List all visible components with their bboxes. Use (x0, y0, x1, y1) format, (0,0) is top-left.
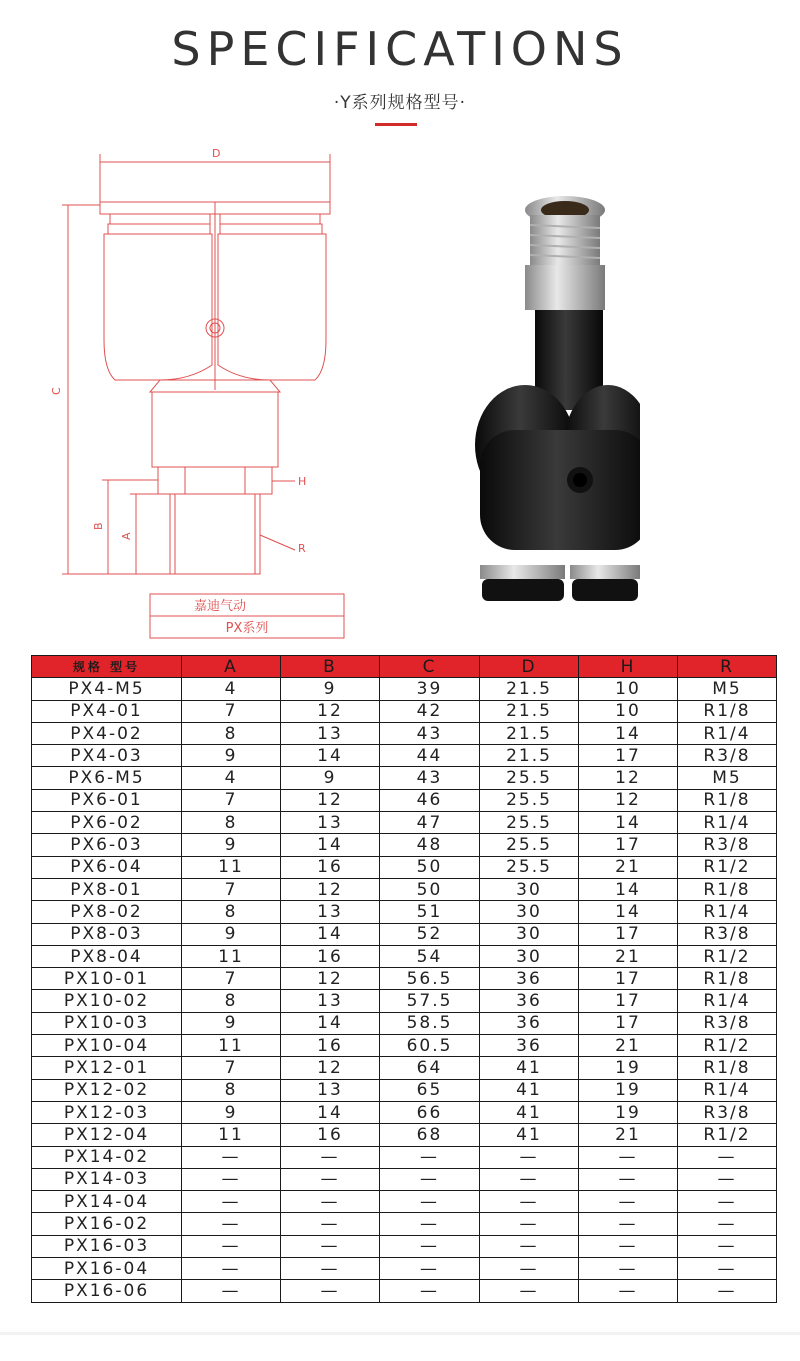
value-cell: 11 (182, 856, 281, 878)
value-cell: — (380, 1191, 480, 1213)
value-cell: — (380, 1213, 480, 1235)
model-cell: PX6-01 (32, 789, 182, 811)
page-subtitle: ·Y系列规格型号· (333, 93, 467, 113)
value-cell: 9 (281, 678, 380, 700)
value-cell: 12 (579, 789, 678, 811)
value-cell: 12 (281, 878, 380, 900)
table-row (32, 968, 777, 990)
column-header: B (281, 656, 380, 678)
table-row (32, 1012, 777, 1034)
model-cell: PX6-M5 (32, 767, 182, 789)
value-cell: 57.5 (380, 990, 480, 1012)
model-cell: PX4-M5 (32, 678, 182, 700)
series-label: PX系列 (225, 621, 269, 636)
value-cell: 56.5 (380, 968, 480, 990)
value-cell: — (579, 1191, 678, 1213)
model-cell: PX4-02 (32, 722, 182, 744)
value-cell: — (480, 1235, 579, 1257)
value-cell: — (480, 1213, 579, 1235)
value-cell: 41 (480, 1057, 579, 1079)
column-header: R (678, 656, 777, 678)
value-cell: — (182, 1258, 281, 1280)
model-cell: PX10-01 (32, 968, 182, 990)
model-cell: PX16-06 (32, 1280, 182, 1302)
value-cell: 7 (182, 878, 281, 900)
table-row (32, 1258, 777, 1280)
column-header: H (579, 656, 678, 678)
value-cell: R3/8 (678, 1101, 777, 1123)
table-row (32, 678, 777, 700)
model-cell: PX14-02 (32, 1146, 182, 1168)
table-row (32, 834, 777, 856)
value-cell: 12 (281, 789, 380, 811)
table-row (32, 1146, 777, 1168)
value-cell: — (182, 1146, 281, 1168)
value-cell: 16 (281, 1035, 380, 1057)
value-cell: — (579, 1168, 678, 1190)
value-cell: R1/8 (678, 700, 777, 722)
footer-divider (0, 1332, 800, 1335)
value-cell: 25.5 (480, 789, 579, 811)
table-row (32, 745, 777, 767)
value-cell: 30 (480, 878, 579, 900)
value-cell: R1/8 (678, 1057, 777, 1079)
model-cell: PX6-03 (32, 834, 182, 856)
value-cell: — (281, 1235, 380, 1257)
value-cell: M5 (678, 767, 777, 789)
value-cell: — (579, 1258, 678, 1280)
product-photo (470, 190, 640, 620)
value-cell: — (281, 1280, 380, 1302)
value-cell: 8 (182, 812, 281, 834)
value-cell: 21 (579, 945, 678, 967)
value-cell: 16 (281, 856, 380, 878)
value-cell: 7 (182, 789, 281, 811)
value-cell: 50 (380, 878, 480, 900)
value-cell: 16 (281, 1124, 380, 1146)
value-cell: 13 (281, 990, 380, 1012)
value-cell: R3/8 (678, 923, 777, 945)
value-cell: 14 (281, 745, 380, 767)
value-cell: 25.5 (480, 812, 579, 834)
model-cell: PX4-01 (32, 700, 182, 722)
value-cell: 10 (579, 700, 678, 722)
dim-label-r: R (298, 542, 306, 555)
dim-label-b: B (92, 522, 105, 530)
value-cell: 14 (579, 878, 678, 900)
value-cell: R1/8 (678, 789, 777, 811)
value-cell: 60.5 (380, 1035, 480, 1057)
value-cell: R1/4 (678, 901, 777, 923)
value-cell: — (480, 1280, 579, 1302)
value-cell: 13 (281, 901, 380, 923)
model-cell: PX10-03 (32, 1012, 182, 1034)
value-cell: 12 (281, 700, 380, 722)
value-cell: 11 (182, 1035, 281, 1057)
value-cell: — (380, 1146, 480, 1168)
value-cell: — (380, 1168, 480, 1190)
column-header: C (380, 656, 480, 678)
value-cell: 19 (579, 1079, 678, 1101)
value-cell: 54 (380, 945, 480, 967)
value-cell: — (678, 1258, 777, 1280)
value-cell: 13 (281, 812, 380, 834)
model-cell: PX16-02 (32, 1213, 182, 1235)
value-cell: 25.5 (480, 834, 579, 856)
value-cell: 21 (579, 1124, 678, 1146)
value-cell: 21.5 (480, 700, 579, 722)
value-cell: 12 (579, 767, 678, 789)
value-cell: 43 (380, 767, 480, 789)
dim-label-h: H (298, 475, 307, 488)
value-cell: — (380, 1280, 480, 1302)
value-cell: — (380, 1258, 480, 1280)
value-cell: — (678, 1235, 777, 1257)
table-row (32, 1213, 777, 1235)
column-header: A (182, 656, 281, 678)
value-cell: 14 (281, 1012, 380, 1034)
value-cell: 11 (182, 945, 281, 967)
value-cell: 47 (380, 812, 480, 834)
value-cell: — (480, 1168, 579, 1190)
value-cell: 50 (380, 856, 480, 878)
value-cell: 14 (281, 1101, 380, 1123)
value-cell: 66 (380, 1101, 480, 1123)
value-cell: 9 (182, 1101, 281, 1123)
model-cell: PX8-03 (32, 923, 182, 945)
value-cell: — (182, 1168, 281, 1190)
value-cell: R1/4 (678, 722, 777, 744)
value-cell: 8 (182, 990, 281, 1012)
value-cell: 17 (579, 834, 678, 856)
value-cell: 30 (480, 923, 579, 945)
value-cell: R1/8 (678, 968, 777, 990)
value-cell: 13 (281, 722, 380, 744)
table-row (32, 945, 777, 967)
value-cell: — (579, 1280, 678, 1302)
value-cell: 11 (182, 1124, 281, 1146)
value-cell: — (480, 1146, 579, 1168)
table-row (32, 812, 777, 834)
value-cell: 10 (579, 678, 678, 700)
model-cell: PX8-04 (32, 945, 182, 967)
value-cell: 25.5 (480, 856, 579, 878)
table-row (32, 767, 777, 789)
table-row (32, 901, 777, 923)
model-cell: PX14-03 (32, 1168, 182, 1190)
value-cell: 16 (281, 945, 380, 967)
value-cell: R1/4 (678, 1079, 777, 1101)
model-cell: PX6-04 (32, 856, 182, 878)
dim-label-d: D (212, 147, 221, 160)
value-cell: — (579, 1213, 678, 1235)
value-cell: 14 (281, 834, 380, 856)
value-cell: 65 (380, 1079, 480, 1101)
value-cell: — (182, 1235, 281, 1257)
value-cell: 13 (281, 1079, 380, 1101)
value-cell: 9 (182, 1012, 281, 1034)
table-row (32, 1079, 777, 1101)
brand-label: 嘉迪气动 (193, 599, 247, 614)
value-cell: 7 (182, 1057, 281, 1079)
value-cell: M5 (678, 678, 777, 700)
value-cell: 17 (579, 745, 678, 767)
value-cell: — (281, 1191, 380, 1213)
column-header: 规格 型号 (32, 656, 182, 678)
table-row (32, 990, 777, 1012)
value-cell: R1/2 (678, 1124, 777, 1146)
value-cell: 8 (182, 722, 281, 744)
value-cell: 9 (182, 745, 281, 767)
value-cell: 4 (182, 767, 281, 789)
value-cell: 36 (480, 968, 579, 990)
value-cell: 7 (182, 968, 281, 990)
value-cell: — (480, 1258, 579, 1280)
model-cell: PX16-03 (32, 1235, 182, 1257)
value-cell: 46 (380, 789, 480, 811)
value-cell: R3/8 (678, 834, 777, 856)
table-row (32, 1280, 777, 1302)
value-cell: — (281, 1213, 380, 1235)
value-cell: 21 (579, 1035, 678, 1057)
value-cell: 8 (182, 901, 281, 923)
value-cell: — (281, 1168, 380, 1190)
value-cell: 4 (182, 678, 281, 700)
table-row (32, 856, 777, 878)
table-row (32, 1168, 777, 1190)
model-cell: PX10-02 (32, 990, 182, 1012)
value-cell: 25.5 (480, 767, 579, 789)
value-cell: — (182, 1280, 281, 1302)
table-header-row (32, 656, 777, 678)
value-cell: 30 (480, 901, 579, 923)
technical-drawing (40, 140, 370, 650)
value-cell: 7 (182, 700, 281, 722)
model-cell: PX12-03 (32, 1101, 182, 1123)
value-cell: 41 (480, 1079, 579, 1101)
value-cell: 9 (281, 767, 380, 789)
value-cell: 43 (380, 722, 480, 744)
value-cell: R3/8 (678, 1012, 777, 1034)
value-cell: 12 (281, 968, 380, 990)
model-cell: PX10-04 (32, 1035, 182, 1057)
model-cell: PX14-04 (32, 1191, 182, 1213)
table-row (32, 1057, 777, 1079)
value-cell: 30 (480, 945, 579, 967)
value-cell: — (182, 1213, 281, 1235)
value-cell: 48 (380, 834, 480, 856)
model-cell: PX8-02 (32, 901, 182, 923)
value-cell: 14 (579, 812, 678, 834)
value-cell: 21.5 (480, 722, 579, 744)
value-cell: 14 (281, 923, 380, 945)
value-cell: R1/4 (678, 990, 777, 1012)
value-cell: — (281, 1146, 380, 1168)
value-cell: 21 (579, 856, 678, 878)
table-row (32, 923, 777, 945)
value-cell: — (678, 1213, 777, 1235)
table-row (32, 1235, 777, 1257)
value-cell: 17 (579, 1012, 678, 1034)
value-cell: 9 (182, 834, 281, 856)
table-row (32, 1101, 777, 1123)
table-row (32, 700, 777, 722)
page-title: SPECIFICATIONS (171, 22, 629, 76)
value-cell: — (678, 1280, 777, 1302)
value-cell: 51 (380, 901, 480, 923)
value-cell: 9 (182, 923, 281, 945)
value-cell: — (678, 1191, 777, 1213)
value-cell: 52 (380, 923, 480, 945)
value-cell: 41 (480, 1101, 579, 1123)
value-cell: — (281, 1258, 380, 1280)
value-cell: — (480, 1191, 579, 1213)
specification-table (31, 655, 777, 1303)
model-cell: PX12-01 (32, 1057, 182, 1079)
value-cell: 21.5 (480, 745, 579, 767)
model-cell: PX16-04 (32, 1258, 182, 1280)
value-cell: 17 (579, 990, 678, 1012)
value-cell: R3/8 (678, 745, 777, 767)
value-cell: 17 (579, 923, 678, 945)
value-cell: R1/2 (678, 1035, 777, 1057)
value-cell: 19 (579, 1057, 678, 1079)
value-cell: 14 (579, 901, 678, 923)
value-cell: — (678, 1146, 777, 1168)
value-cell: R1/2 (678, 945, 777, 967)
value-cell: 8 (182, 1079, 281, 1101)
table-row (32, 1124, 777, 1146)
value-cell: 36 (480, 1035, 579, 1057)
value-cell: 64 (380, 1057, 480, 1079)
dim-label-a: A (120, 532, 133, 540)
value-cell: R1/4 (678, 812, 777, 834)
dim-label-c: C (50, 387, 63, 395)
title-underline (375, 123, 417, 126)
table-row (32, 878, 777, 900)
value-cell: R1/2 (678, 856, 777, 878)
model-cell: PX4-03 (32, 745, 182, 767)
value-cell: 36 (480, 1012, 579, 1034)
column-header: D (480, 656, 579, 678)
value-cell: — (182, 1191, 281, 1213)
value-cell: 12 (281, 1057, 380, 1079)
table-row (32, 789, 777, 811)
value-cell: — (380, 1235, 480, 1257)
value-cell: 14 (579, 722, 678, 744)
value-cell: — (579, 1146, 678, 1168)
value-cell: R1/8 (678, 878, 777, 900)
model-cell: PX12-02 (32, 1079, 182, 1101)
value-cell: 42 (380, 700, 480, 722)
value-cell: 19 (579, 1101, 678, 1123)
table-row (32, 1191, 777, 1213)
value-cell: 41 (480, 1124, 579, 1146)
value-cell: 68 (380, 1124, 480, 1146)
value-cell: — (678, 1168, 777, 1190)
value-cell: 39 (380, 678, 480, 700)
table-row (32, 1035, 777, 1057)
value-cell: 44 (380, 745, 480, 767)
model-cell: PX6-02 (32, 812, 182, 834)
value-cell: 17 (579, 968, 678, 990)
value-cell: 36 (480, 990, 579, 1012)
value-cell: 21.5 (480, 678, 579, 700)
value-cell: 58.5 (380, 1012, 480, 1034)
model-cell: PX12-04 (32, 1124, 182, 1146)
value-cell: — (579, 1235, 678, 1257)
table-row (32, 722, 777, 744)
model-cell: PX8-01 (32, 878, 182, 900)
